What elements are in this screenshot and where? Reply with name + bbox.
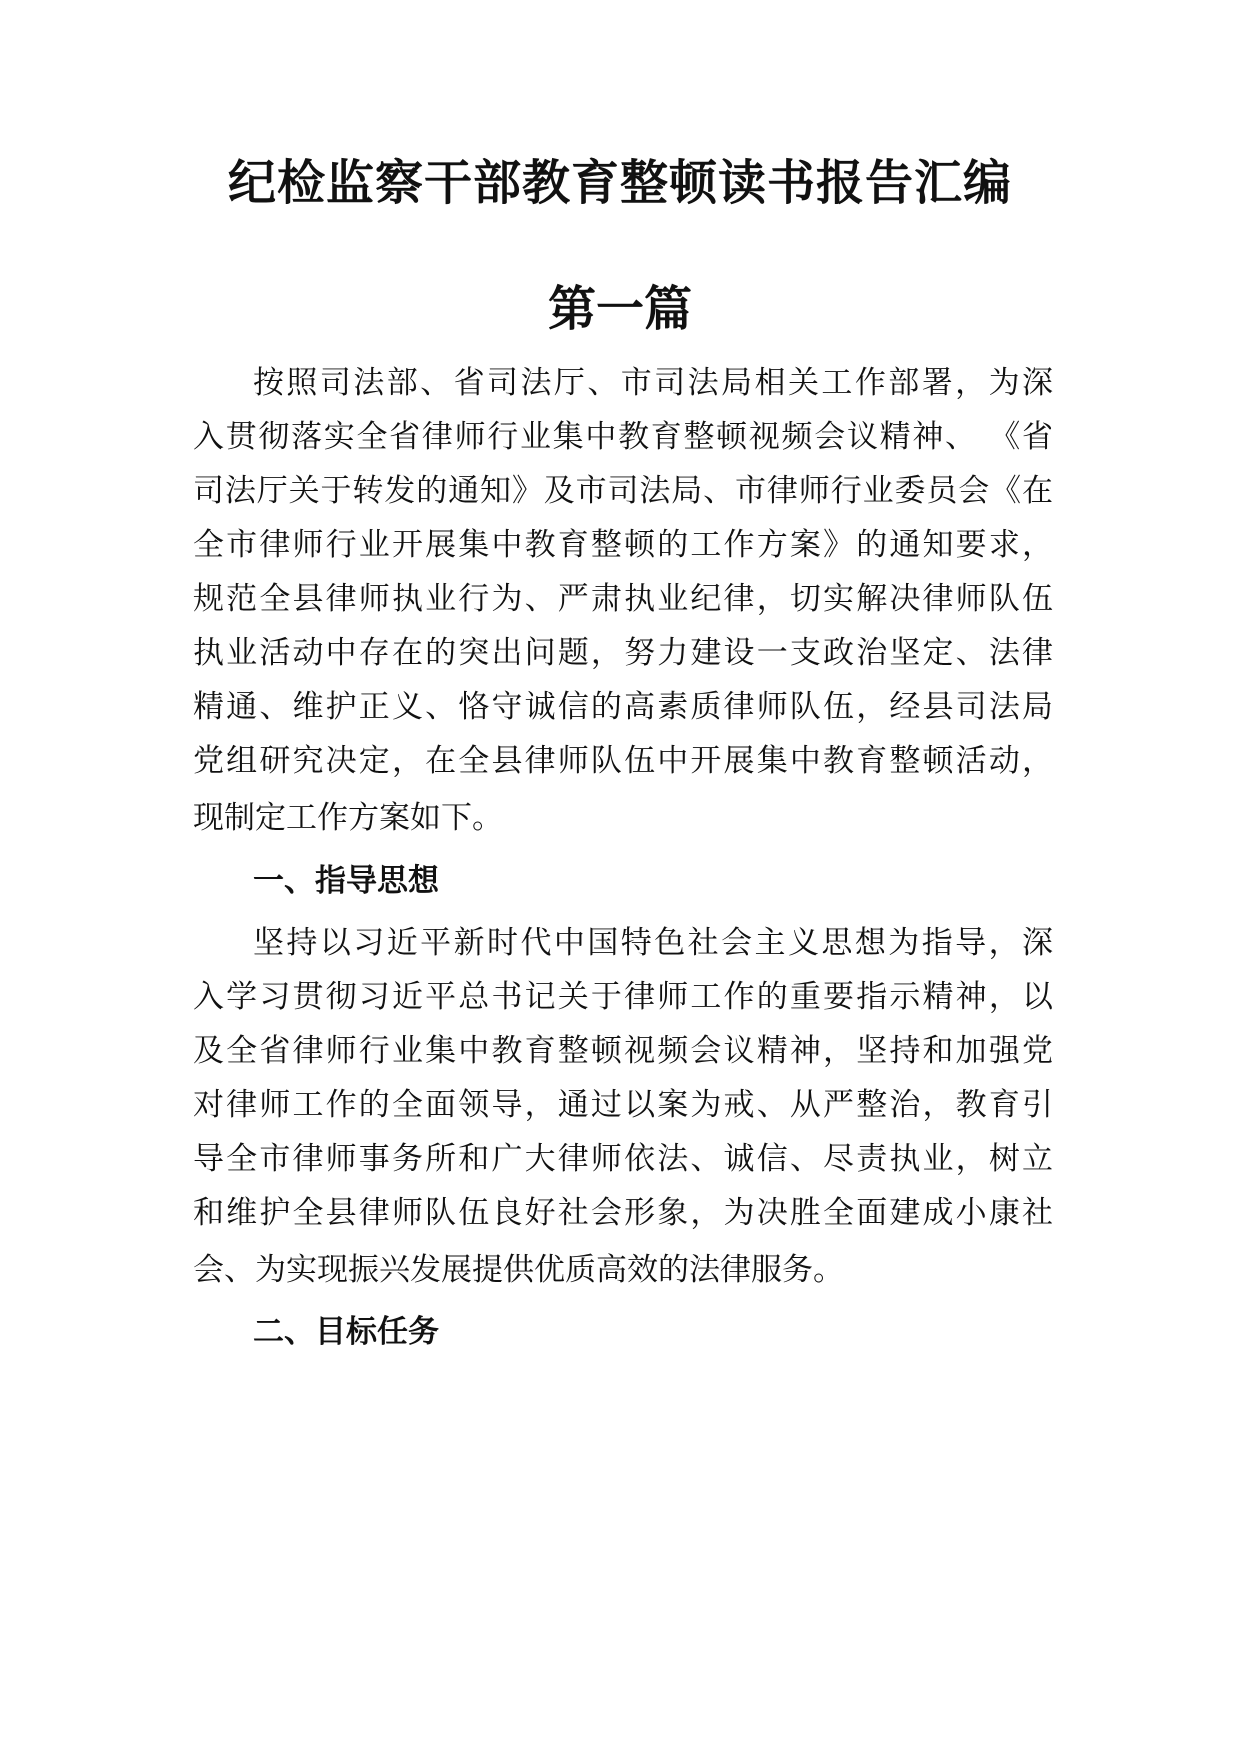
intro-line: 现制定工作方案如下。 (193, 800, 503, 836)
section1-line: 和维护全县律师队伍良好社会形象，为决胜全面建成小康社 (193, 1195, 1053, 1231)
intro-line: 按照司法部、省司法厅、市司法局相关工作部署，为深 (253, 365, 1053, 401)
chapter-title: 第一篇 (547, 281, 692, 337)
document-title: 纪检监察干部教育整顿读书报告汇编 (227, 155, 1012, 211)
section1-line: 入学习贯彻习近平总书记关于律师工作的重要指示精神，以 (193, 979, 1053, 1015)
section1-line: 坚持以习近平新时代中国特色社会主义思想为指导，深 (253, 925, 1053, 961)
intro-line: 规范全县律师执业行为、严肃执业纪律，切实解决律师队伍 (193, 581, 1053, 617)
intro-line: 入贯彻落实全省律师行业集中教育整顿视频会议精神、 《省 (193, 419, 1053, 455)
intro-line: 执业活动中存在的突出问题，努力建设一支政治坚定、法律 (193, 635, 1053, 671)
intro-line: 司法厅关于转发的通知》及市司法局、市律师行业委员会《在 (193, 473, 1053, 509)
section1-line: 会、为实现振兴发展提供优质高效的法律服务。 (193, 1252, 844, 1288)
section1-line: 导全市律师事务所和广大律师依法、诚信、尽责执业，树立 (193, 1141, 1053, 1177)
section1-line: 对律师工作的全面领导，通过以案为戒、从严整治，教育引 (193, 1087, 1053, 1123)
section-heading-guiding-thought: 一、指导思想 (253, 863, 439, 899)
intro-line: 党组研究决定，在全县律师队伍中开展集中教育整顿活动， (193, 743, 1053, 779)
section-heading-objectives: 二、目标任务 (253, 1314, 439, 1350)
intro-line: 全市律师行业开展集中教育整顿的工作方案》的通知要求， (193, 527, 1053, 563)
intro-line: 精通、维护正义、恪守诚信的高素质律师队伍，经县司法局 (193, 689, 1053, 725)
section1-line: 及全省律师行业集中教育整顿视频会议精神，坚持和加强党 (193, 1033, 1053, 1069)
